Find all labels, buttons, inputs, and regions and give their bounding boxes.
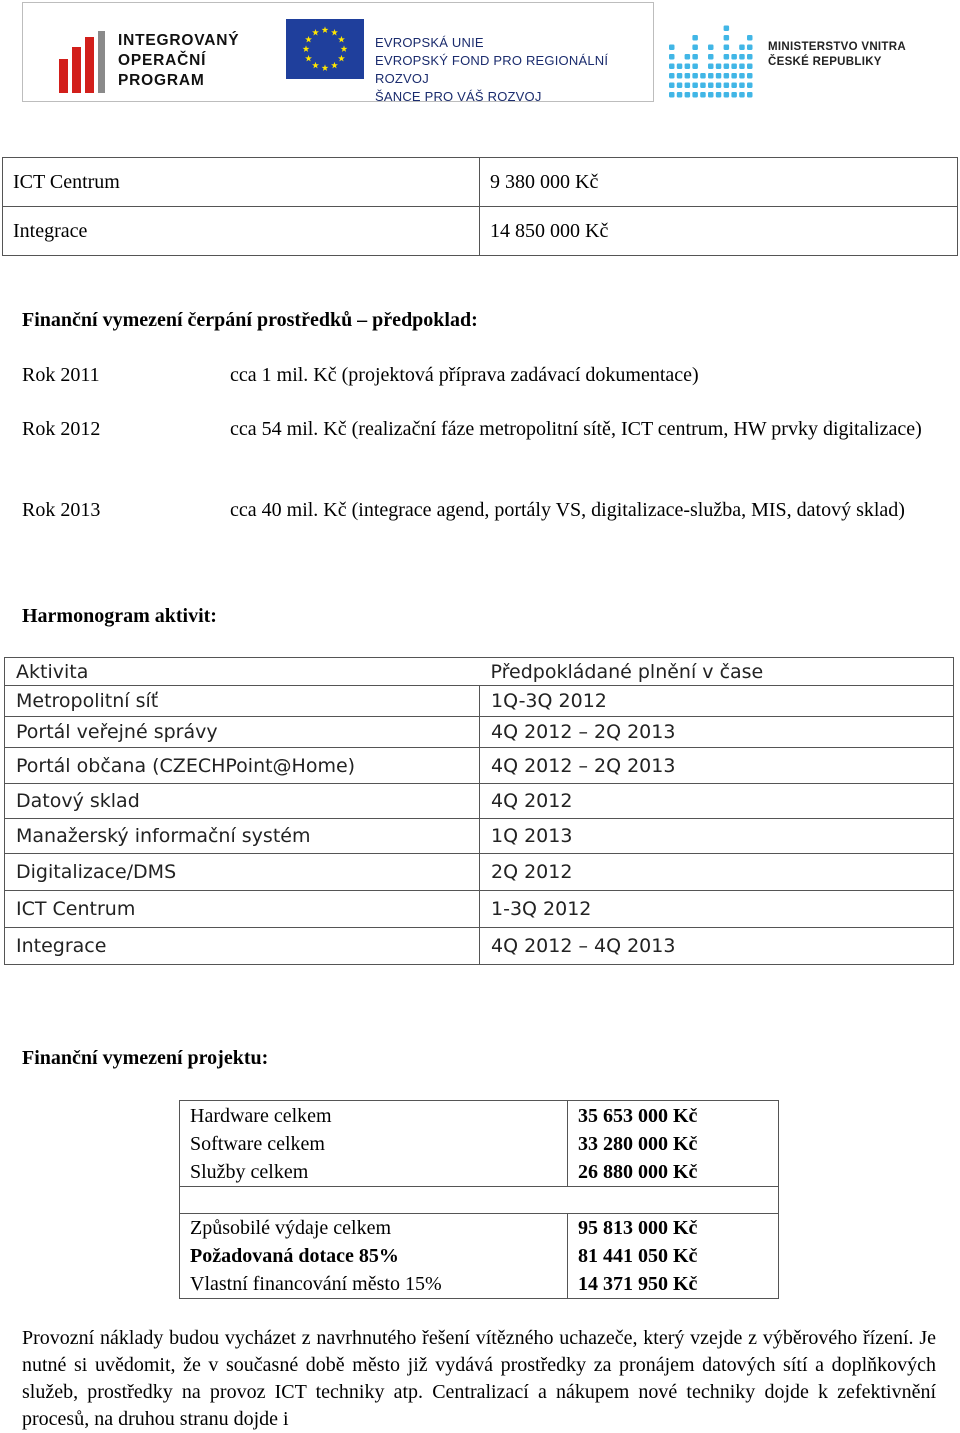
ministry-logo-dot [708,54,714,60]
ministry-logo-dot [692,45,698,51]
software-value: 33 280 000 Kč [578,1132,698,1155]
table-header-row [5,658,954,686]
table-row [5,854,954,891]
iop-logo-line: INTEGROVANÝ [118,32,240,49]
ministry-logo-dot [669,92,675,98]
ministry-logo-dot [692,64,698,70]
time-cell: 4Q 2012 [480,784,954,819]
ministry-logo-dot [731,64,737,70]
year-description: cca 1 mil. Kč (projektová příprava zadávací dokumentace) [230,364,699,386]
cost-name-cell: Integrace [3,207,480,256]
ministry-logo-dot [739,64,745,70]
finance-labels-cell [180,1101,568,1187]
activity-cell: Portál veřejné správy [5,717,480,748]
financial-plan-heading: Finanční vymezení čerpání prostředků – předpoklad: [22,309,478,331]
time-cell: 1Q 2013 [480,819,954,854]
activity-cell: ICT Centrum [5,891,480,928]
year-label: Rok 2013 [22,499,101,521]
table-row [3,158,958,207]
activity-cell: Digitalizace/DMS [5,854,480,891]
ministry-logo-dot [731,73,737,79]
ministry-logo-text [768,40,906,70]
ministry-logo-dot [724,73,730,79]
ministry-logo-dot [700,83,706,89]
iop-logo-text [118,31,239,91]
ministry-logo-dot [685,73,691,79]
operating-costs-paragraph: Provozní náklady budou vycházet z navrhnutého řešení vítězného uchazeče, který vzejde z výběrového řízení. Je nutné si uvědomit, že v současné době město již vydává prostředky za pronájem datových sítí a doplňkových služeb, prostředky na provoz ICT techniky atp. Centralizací a nákupem nové techniky dojde k zefektivnění procesů, na druhou stranu dojde i [22,1327,936,1430]
table-row [5,928,954,965]
eu-logo-line: ŠANCE PRO VÁŠ ROZVOJ [375,89,542,104]
ministry-logo-dot [724,26,730,32]
year-label: Rok 2012 [22,418,101,440]
ministry-logo-dot [708,73,714,79]
ministry-logo-dot [677,83,683,89]
eligible-costs-value: 95 813 000 Kč [578,1217,698,1239]
ministry-logo-dot [708,45,714,51]
ministry-logo-dot [708,83,714,89]
ministry-logo-dot [747,35,753,41]
activity-cell: Datový sklad [5,784,480,819]
schedule-table [4,657,954,965]
hardware-value: 35 653 000 Kč [578,1104,698,1127]
activity-cell: Portál občana (CZECHPoint@Home) [5,748,480,784]
subsidy-value: 81 441 050 Kč [578,1245,698,1267]
eu-logo-line: EVROPSKÁ UNIE [375,35,484,50]
ministry-logo-dot [669,45,675,51]
ministry-logo-dot [724,92,730,98]
services-value: 26 880 000 Kč [578,1160,698,1183]
activity-cell: Integrace [5,928,480,965]
ministry-logo-dot [677,73,683,79]
ministry-logo-dot [716,83,722,89]
ministry-logo-dot [692,54,698,60]
eu-logo-line: EVROPSKÝ FOND PRO REGIONÁLNÍ ROZVOJ [375,53,609,86]
empty-spacer-cell [180,1187,779,1214]
ministry-logo-dot [747,83,753,89]
ministry-logo-dots-icon [668,14,754,100]
ministry-logo-dot [669,73,675,79]
table-row [3,207,958,256]
year-description: cca 40 mil. Kč (integrace agend, portály VS, digitalizace-služba, MIS, datový sklad) [230,499,905,521]
ministry-logo-dot [724,35,730,41]
table-row [5,784,954,819]
ministry-logo-dot [724,64,730,70]
time-cell: 4Q 2012 – 2Q 2013 [480,748,954,784]
eu-logo-text [375,34,653,106]
ministry-logo-dot [692,35,698,41]
finance-totals-values-cell [568,1214,779,1299]
ministry-logo-dot [685,92,691,98]
ministry-logo-dot [692,83,698,89]
ministry-logo-dot [747,54,753,60]
logo-banner [22,2,654,102]
subsidy-label: Požadovaná dotace 85% [190,1245,399,1267]
ministry-logo-dot [716,73,722,79]
table-row [180,1187,779,1214]
ministry-logo-dot [739,54,745,60]
ministry-logo-dot [685,64,691,70]
ministry-logo-dot [692,73,698,79]
ministry-logo-dot [731,83,737,89]
table-row [5,717,954,748]
column-header-time: Předpokládané plnění v čase [480,658,954,686]
ministry-logo-dot [739,73,745,79]
ministry-logo-dot [700,73,706,79]
project-finance-table [179,1100,779,1299]
eu-flag-icon [286,19,364,79]
ministry-logo-dot [739,92,745,98]
ministry-logo-dot [716,92,722,98]
ministry-logo-dot [747,64,753,70]
ministry-logo-dot [724,83,730,89]
ministry-logo-dot [747,45,753,51]
ministry-logo-dot [677,92,683,98]
schedule-heading: Harmonogram aktivit: [22,605,217,627]
column-header-activity: Aktivita [5,658,480,686]
project-finance-heading: Finanční vymezení projektu: [22,1047,269,1069]
activity-cell: Manažerský informační systém [5,819,480,854]
table-row [180,1101,779,1187]
iop-logo-line: PROGRAM [118,72,205,89]
iop-logo-bars-icon [59,31,105,93]
own-financing-value: 14 371 950 Kč [578,1273,698,1295]
cost-name-cell: ICT Centrum [3,158,480,207]
table-row [5,819,954,854]
ministry-logo-dot [692,92,698,98]
time-cell: 1-3Q 2012 [480,891,954,928]
table-row [5,686,954,717]
time-cell: 4Q 2012 – 2Q 2013 [480,717,954,748]
cost-value-cell: 9 380 000 Kč [480,158,958,207]
ministry-logo-dot [708,64,714,70]
table-row [180,1214,779,1299]
ministry-logo-dot [677,64,683,70]
time-cell: 2Q 2012 [480,854,954,891]
finance-totals-labels-cell [180,1214,568,1299]
ministry-logo-dot [747,92,753,98]
ministry-logo-dot [669,54,675,60]
table-row [5,748,954,784]
ministry-logo-dot [708,92,714,98]
ministry-logo-dot [685,54,691,60]
time-cell: 4Q 2012 – 4Q 2013 [480,928,954,965]
finance-values-cell [568,1101,779,1187]
year-description: cca 54 mil. Kč (realizační fáze metropolitní sítě, ICT centrum, HW prvky digitalizace) [230,418,922,440]
ministry-logo-dot [669,64,675,70]
ministry-logo-dot [669,83,675,89]
activity-cell: Metropolitní síť [5,686,480,717]
ministry-logo-dot [747,73,753,79]
cost-table [2,157,958,256]
iop-logo-line: OPERAČNÍ [118,52,207,69]
ministry-logo-dot [731,92,737,98]
services-label: Služby celkem [190,1161,309,1183]
ministry-logo-line: ČESKÉ REPUBLIKY [768,56,882,68]
eligible-costs-label: Způsobilé výdaje celkem [190,1217,392,1239]
ministry-logo-dot [716,64,722,70]
ministry-logo-dot [700,92,706,98]
year-label: Rok 2011 [22,364,100,386]
ministry-logo-dot [739,45,745,51]
ministry-logo-dot [739,83,745,89]
ministry-logo-dot [724,45,730,51]
ministry-logo-dot [731,54,737,60]
ministry-logo-dot [724,54,730,60]
ministry-logo-dot [685,83,691,89]
software-label: Software celkem [190,1133,325,1155]
table-row [5,891,954,928]
hardware-label: Hardware celkem [190,1105,332,1127]
ministry-logo-line: MINISTERSTVO VNITRA [768,41,906,53]
own-financing-label: Vlastní financování město 15% [190,1273,442,1295]
cost-value-cell: 14 850 000 Kč [480,207,958,256]
time-cell: 1Q-3Q 2012 [480,686,954,717]
